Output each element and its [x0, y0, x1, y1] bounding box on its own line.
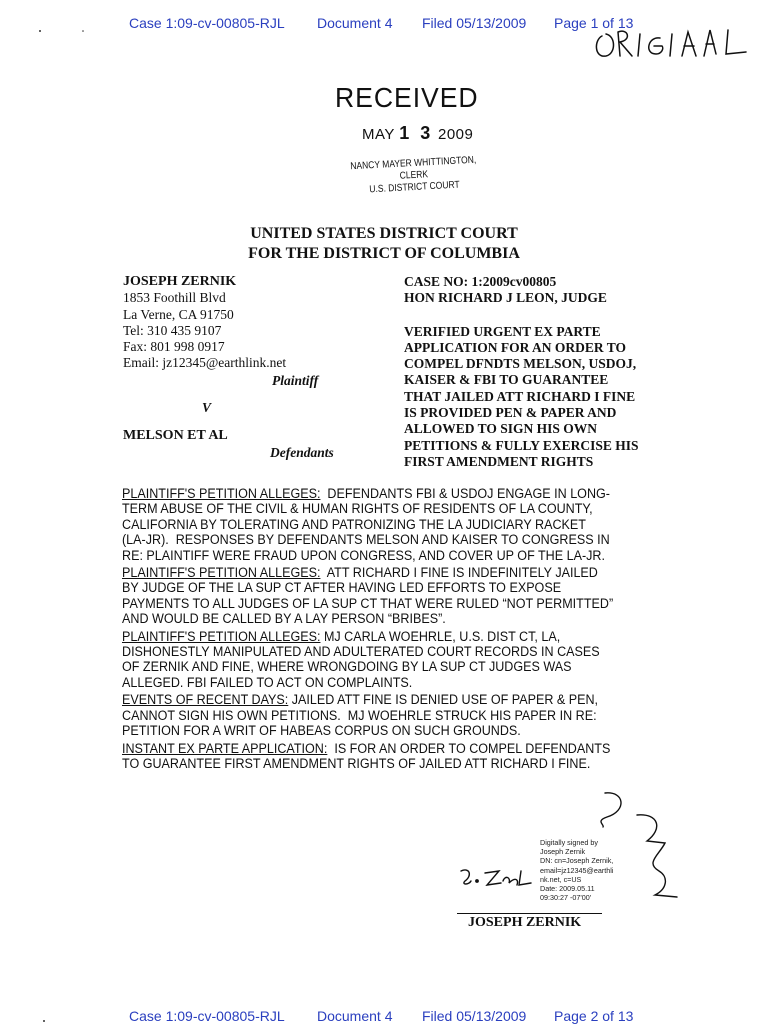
- application-title-line: ALLOWED TO SIGN HIS OWN: [404, 421, 598, 437]
- paragraph-line: [122, 723, 643, 738]
- header-document-number: Document 4: [317, 15, 393, 31]
- plaintiff-email: Email: jz12345@earthlink.net: [123, 355, 287, 371]
- clerk-court: U.S. DISTRICT COURT: [369, 179, 460, 196]
- header-filed-date: Filed 05/13/2009: [422, 15, 527, 31]
- received-stamp: RECEIVED: [335, 82, 479, 113]
- paragraph-label: PLAINTIFF'S PETITION ALLEGES:: [122, 486, 321, 501]
- application-title-line: APPLICATION FOR AN ORDER TO: [404, 339, 627, 355]
- plaintiff-tel: Tel: 310 435 9107: [123, 322, 222, 338]
- paragraph-text: DISHONESTLY MANIPULATED AND ADULTERATED COURT RECORDS IN CASES: [122, 644, 600, 660]
- defendant-role: Defendants: [270, 445, 334, 460]
- signer-name: JOSEPH ZERNIK: [468, 915, 582, 930]
- plaintiff-block: [123, 274, 383, 372]
- paragraph-line: [122, 756, 643, 771]
- paragraph-line: [122, 675, 643, 690]
- plaintiff-role: Plaintiff: [272, 373, 319, 388]
- paragraph-text: OF ZERNIK AND FINE, WHERE WRONGDOING BY LA SUP CT JUDGES WAS: [122, 659, 572, 675]
- paragraph-line: [122, 741, 643, 756]
- paragraph-text: PETITION FOR A WRIT OF HABEAS CORPUS ON SUCH GROUNDS.: [122, 723, 521, 739]
- paragraph-text: RE: PLAINTIFF WERE FRAUD UPON CONGRESS, AND COVER UP OF THE LA-JR.: [122, 547, 605, 563]
- paragraph-line: [122, 596, 643, 611]
- paragraph-text: AND WOULD BE CALLED BY A LAY PERSON “BRIBES”.: [122, 611, 446, 627]
- application-title-line: KAISER & FBI TO GUARANTEE: [404, 372, 609, 388]
- plaintiff-address-line-1: 1853 Foothill Blvd: [123, 290, 226, 306]
- paragraph-text: IS FOR AN ORDER TO COMPEL DEFENDANTS: [327, 740, 611, 756]
- paragraph-line: [122, 611, 643, 626]
- paragraph-text: DEFENDANTS FBI & USDOJ ENGAGE IN LONG-: [320, 486, 610, 501]
- application-title-line: VERIFIED URGENT EX PARTE: [404, 323, 601, 339]
- paragraph-text: TERM ABUSE OF THE CIVIL & HUMAN RIGHTS OF RESIDENTS OF LA COUNTY,: [122, 501, 593, 517]
- application-title-line: FIRST AMENDMENT RIGHTS: [404, 453, 594, 469]
- clerk-name: NANCY MAYER WHITTINGTON, CLERK: [350, 154, 477, 182]
- plaintiff-name: JOSEPH ZERNIK: [123, 274, 237, 289]
- paragraph-text: CALIFORNIA BY TOLERATING AND PATRONIZING THE LA JUDICIARY RACKET: [122, 516, 586, 532]
- filing-header-bottom: [0, 1008, 768, 1034]
- paragraph-line: [122, 532, 643, 547]
- paragraph-text: CANNOT SIGN HIS OWN PETITIONS. MJ WOEHRLE STRUCK HIS PAPER IN RE:: [122, 707, 597, 723]
- petition-paragraph: [122, 486, 643, 563]
- received-year: 2009: [438, 126, 474, 143]
- application-title-line: COMPEL DFNDTS MELSON, USDOJ,: [404, 356, 637, 372]
- digital-signature-text: [540, 838, 650, 902]
- paragraph-line: [122, 692, 643, 707]
- plaintiff-fax: Fax: 801 998 0917: [123, 339, 225, 355]
- petition-paragraph: [122, 692, 643, 738]
- application-title-line: PETITIONS & FULLY EXERCISE HIS: [404, 437, 639, 453]
- paragraph-text: MJ CARLA WOEHRLE, U.S. DIST CT, LA,: [320, 628, 561, 644]
- received-date: [362, 123, 473, 144]
- judge-name: HON RICHARD J LEON, JUDGE: [404, 290, 607, 306]
- paragraph-line: [122, 486, 643, 501]
- paragraph-text: ATT RICHARD I FINE IS INDEFINITELY JAILED: [320, 565, 598, 581]
- application-title: [404, 324, 664, 471]
- paragraph-line: [122, 501, 643, 516]
- petition-paragraph: [122, 741, 643, 772]
- paragraph-line: [122, 580, 643, 595]
- paragraph-line: [122, 548, 643, 563]
- digital-signature-line: nk.net, c=US: [540, 874, 582, 884]
- paragraph-line: [122, 644, 643, 659]
- header-case-number: Case 1:09-cv-00805-RJL: [129, 1008, 285, 1024]
- header-case-number: Case 1:09-cv-00805-RJL: [129, 15, 285, 31]
- paragraph-text: JAILED ATT FINE IS DENIED USE OF PAPER & PEN,: [288, 692, 599, 708]
- paragraph-text: PAYMENTS TO ALL JUDGES OF LA SUP CT THAT WERE RULED “NOT PERMITTED”: [122, 595, 614, 611]
- paragraph-label: PLAINTIFF'S PETITION ALLEGES:: [122, 565, 321, 581]
- case-info-block: [404, 274, 664, 470]
- handwritten-original-mark: [592, 18, 762, 62]
- header-page-number: Page 1 of 13: [554, 15, 634, 31]
- header-page-number: Page 2 of 13: [554, 1008, 634, 1024]
- court-title-line-2: FOR THE DISTRICT OF COLUMBIA: [248, 245, 520, 262]
- paragraph-text: ALLEGED. FBI FAILED TO ACT ON COMPLAINTS.: [122, 674, 413, 690]
- paragraph-label: EVENTS OF RECENT DAYS:: [122, 692, 289, 708]
- received-day: 1 3: [399, 123, 434, 143]
- signature-line: [457, 913, 602, 914]
- case-number: CASE NO: 1:2009cv00805: [404, 274, 557, 289]
- petition-paragraph: [122, 629, 643, 691]
- petition-paragraph: [122, 565, 643, 627]
- digital-signature-line: Joseph Zernik: [540, 847, 586, 857]
- application-title-line: IS PROVIDED PEN & PAPER AND: [404, 405, 617, 421]
- paragraph-label: INSTANT EX PARTE APPLICATION:: [122, 740, 328, 756]
- paragraph-line: [122, 629, 643, 644]
- digital-signature-line: 09:30:27 -07'00': [540, 893, 592, 903]
- defendant-name: MELSON ET AL: [123, 428, 228, 443]
- digital-signature-line: Date: 2009.05.11: [540, 884, 595, 894]
- digital-signature-line: Digitally signed by: [540, 838, 598, 847]
- paragraph-text: BY JUDGE OF THE LA SUP CT AFTER HAVING LED EFFORTS TO EXPOSE: [122, 580, 562, 596]
- paragraph-text: TO GUARANTEE FIRST AMENDMENT RIGHTS OF JAILED ATT RICHARD I FINE.: [122, 755, 591, 771]
- plaintiff-address-line-2: La Verne, CA 91750: [123, 306, 234, 322]
- petition-body: [122, 486, 643, 773]
- court-title-line-1: UNITED STATES DISTRICT COURT: [250, 225, 518, 242]
- paragraph-line: [122, 565, 643, 580]
- received-month: MAY: [362, 126, 395, 143]
- versus-mark: V: [202, 400, 212, 415]
- application-title-line: THAT JAILED ATT RICHARD I FINE: [404, 388, 636, 404]
- digital-signature-line: DN: cn=Joseph Zernik,: [540, 856, 614, 866]
- header-document-number: Document 4: [317, 1008, 393, 1024]
- clerk-stamp: [341, 154, 487, 198]
- paragraph-line: [122, 659, 643, 674]
- paragraph-label: PLAINTIFF'S PETITION ALLEGES:: [122, 628, 321, 644]
- paragraph-text: (LA-JR). RESPONSES BY DEFENDANTS MELSON AND KAISER TO CONGRESS IN: [122, 532, 610, 548]
- header-filed-date: Filed 05/13/2009: [422, 1008, 527, 1024]
- digital-signature-line: email=jz12345@earthli: [540, 865, 614, 875]
- paragraph-line: [122, 517, 643, 532]
- paragraph-line: [122, 708, 643, 723]
